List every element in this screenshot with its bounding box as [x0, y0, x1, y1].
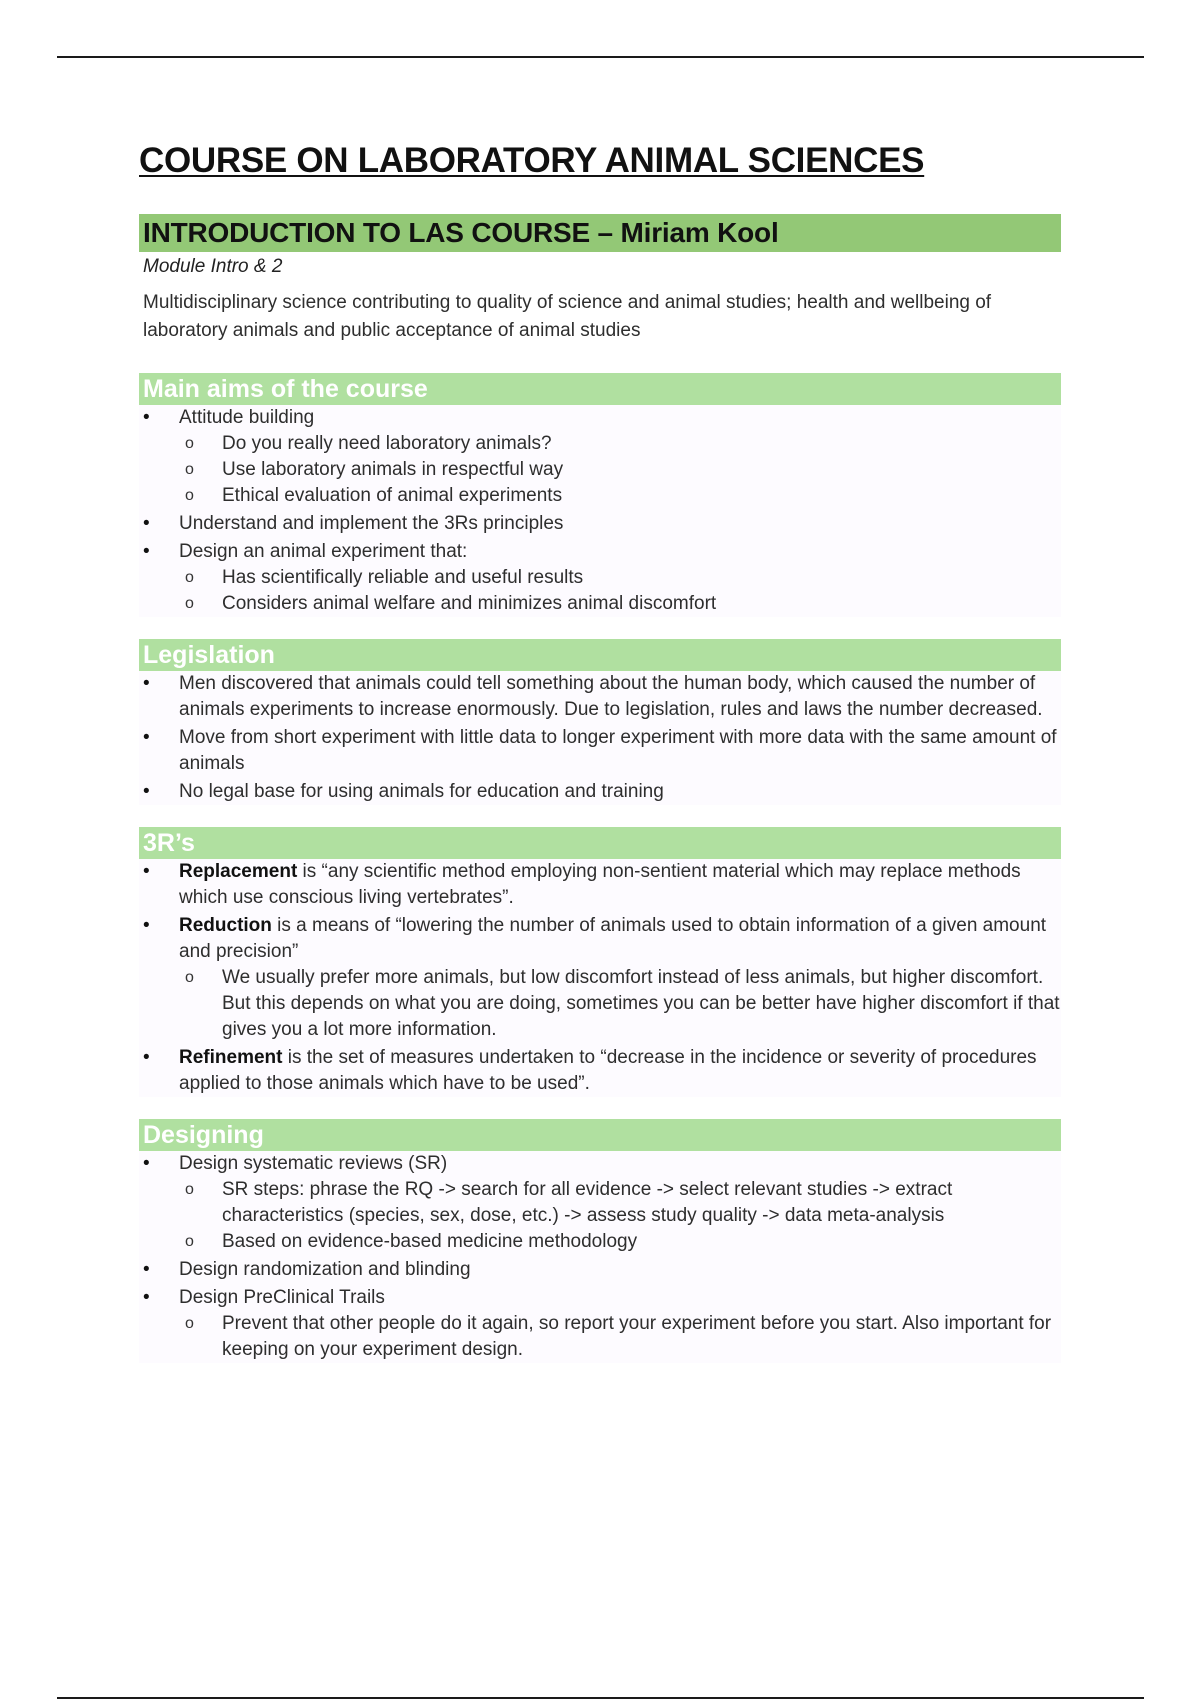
- list-item-text: No legal base for using animals for education and training: [179, 781, 664, 802]
- list-item-text: Move from short experiment with little data to longer experiment with more data with the same amount of animals: [179, 727, 1057, 774]
- list-item: [139, 671, 1061, 723]
- sub-list: [179, 431, 1061, 509]
- section-body: [139, 859, 1061, 1097]
- sub-list-item: [179, 1229, 1061, 1255]
- list-item: [139, 779, 1061, 805]
- list-item: [139, 1257, 1061, 1283]
- sub-list: [179, 1177, 1061, 1255]
- section-3rs: [139, 827, 1061, 1097]
- list-item-text: Design PreClinical Trails: [179, 1287, 385, 1308]
- bullet-icon: •: [143, 1287, 150, 1308]
- section-body: [139, 405, 1061, 617]
- term-definition: is “any scientific method employing non-sentient material which may replace methods which use conscious living vertebrates”.: [179, 861, 1021, 908]
- term-definition: is the set of measures undertaken to “decrease in the incidence or severity of procedures applied to those animals which have to be used”.: [179, 1047, 1037, 1094]
- sub-list-item-text: Has scientifically reliable and useful results: [222, 567, 584, 588]
- sub-list-item-text: Ethical evaluation of animal experiments: [222, 485, 563, 506]
- term-definition: is a means of “lowering the number of animals used to obtain information of a given amount and precision”: [179, 915, 1047, 962]
- circle-bullet-icon: o: [185, 1315, 194, 1332]
- sub-list-item-text: Considers animal welfare and minimizes animal discomfort: [222, 593, 717, 614]
- sub-list-item-text: Prevent that other people do it again, so report your experiment before you start. Also important for keeping on your experiment design.: [222, 1313, 1052, 1360]
- list-item: [139, 859, 1061, 911]
- sub-list: [179, 965, 1061, 1043]
- bullet-icon: •: [143, 1259, 150, 1280]
- bullet-icon: •: [143, 407, 150, 428]
- intro-heading: INTRODUCTION TO LAS COURSE – Miriam Kool: [143, 217, 779, 248]
- intro-heading-bar: [139, 214, 1061, 252]
- bullet-icon: •: [143, 727, 150, 748]
- sub-list: [179, 565, 1061, 617]
- sub-list-item: [179, 1311, 1061, 1363]
- section-heading-bar: [139, 1119, 1061, 1151]
- sub-list-item: [179, 965, 1061, 1043]
- circle-bullet-icon: o: [185, 595, 194, 612]
- sub-list-item: [179, 565, 1061, 591]
- section-main-aims: [139, 373, 1061, 617]
- circle-bullet-icon: o: [185, 969, 194, 986]
- sub-list-item: [179, 483, 1061, 509]
- bullet-icon: •: [143, 1153, 150, 1174]
- section-heading-designing: Designing: [143, 1120, 264, 1149]
- bottom-divider: [57, 1697, 1144, 1699]
- list-item-text: Design randomization and blinding: [179, 1259, 471, 1280]
- sub-list-item-text: Use laboratory animals in respectful way: [222, 459, 564, 480]
- section-heading-main-aims: Main aims of the course: [143, 374, 428, 403]
- sub-list-item: [179, 591, 1061, 617]
- list-item: [139, 1285, 1061, 1363]
- sub-list-item-text: Based on evidence-based medicine methodology: [222, 1231, 638, 1252]
- sub-list-item-text: We usually prefer more animals, but low discomfort instead of less animals, but higher discomfort. But this depends on what you are doing, sometimes you can be better have higher discomfort if that gives you a lot more information.: [222, 967, 1060, 1040]
- sub-list-item: [179, 1177, 1061, 1229]
- list-item-text: Men discovered that animals could tell something about the human body, which caused the number of animals experiments to increase enormously. Due to legislation, rules and laws the number decreased.: [179, 673, 1043, 720]
- term-refinement: Refinement: [179, 1047, 283, 1068]
- section-body: [139, 1151, 1061, 1363]
- bullet-icon: •: [143, 781, 150, 802]
- aims-list: [139, 405, 1061, 617]
- bullet-icon: •: [143, 1047, 150, 1068]
- sub-list-item-text: SR steps: phrase the RQ -> search for all evidence -> select relevant studies -> extract characteristics (species, sex, dose, etc.) -> assess study quality -> data meta-analysis: [222, 1179, 953, 1226]
- list-item: [139, 913, 1061, 1043]
- circle-bullet-icon: o: [185, 487, 194, 504]
- list-item: [139, 725, 1061, 777]
- list-item-text: Design an animal experiment that:: [179, 541, 468, 562]
- list-item-text: Understand and implement the 3Rs principles: [179, 513, 564, 534]
- section-legislation: [139, 639, 1061, 805]
- list-item: [139, 539, 1061, 617]
- circle-bullet-icon: o: [185, 435, 194, 452]
- legislation-list: [139, 671, 1061, 805]
- list-item: [139, 511, 1061, 537]
- document-page: [139, 140, 1061, 1365]
- section-body: [139, 671, 1061, 805]
- sub-list: [179, 1311, 1061, 1363]
- list-item: [139, 1151, 1061, 1255]
- sub-list-item: [179, 431, 1061, 457]
- circle-bullet-icon: o: [185, 1233, 194, 1250]
- bullet-icon: •: [143, 673, 150, 694]
- bullet-icon: •: [143, 915, 150, 936]
- sub-list-item-text: Do you really need laboratory animals?: [222, 433, 552, 454]
- section-heading-legislation: Legislation: [143, 640, 275, 669]
- list-item-text: Design systematic reviews (SR): [179, 1153, 448, 1174]
- section-heading-3rs: 3R’s: [143, 828, 195, 857]
- intro-description: Multidisciplinary science contributing to quality of science and animal studies; health and wellbeing of laboratory animals and public acceptance of animal studies: [143, 292, 992, 341]
- term-reduction: Reduction: [179, 915, 272, 936]
- section-designing: [139, 1119, 1061, 1363]
- circle-bullet-icon: o: [185, 1181, 194, 1198]
- section-heading-bar: [139, 639, 1061, 671]
- document-title: COURSE ON LABORATORY ANIMAL SCIENCES: [139, 141, 925, 180]
- list-item-text: Attitude building: [179, 407, 315, 428]
- section-heading-bar: [139, 827, 1061, 859]
- circle-bullet-icon: o: [185, 461, 194, 478]
- term-replacement: Replacement: [179, 861, 298, 882]
- top-divider: [57, 56, 1144, 58]
- section-heading-bar: [139, 373, 1061, 405]
- bullet-icon: •: [143, 541, 150, 562]
- list-item: [139, 1045, 1061, 1097]
- circle-bullet-icon: o: [185, 569, 194, 586]
- module-label: Module Intro & 2: [143, 256, 283, 277]
- sub-list-item: [179, 457, 1061, 483]
- list-item: [139, 405, 1061, 509]
- bullet-icon: •: [143, 861, 150, 882]
- designing-list: [139, 1151, 1061, 1363]
- 3rs-list: [139, 859, 1061, 1097]
- bullet-icon: •: [143, 513, 150, 534]
